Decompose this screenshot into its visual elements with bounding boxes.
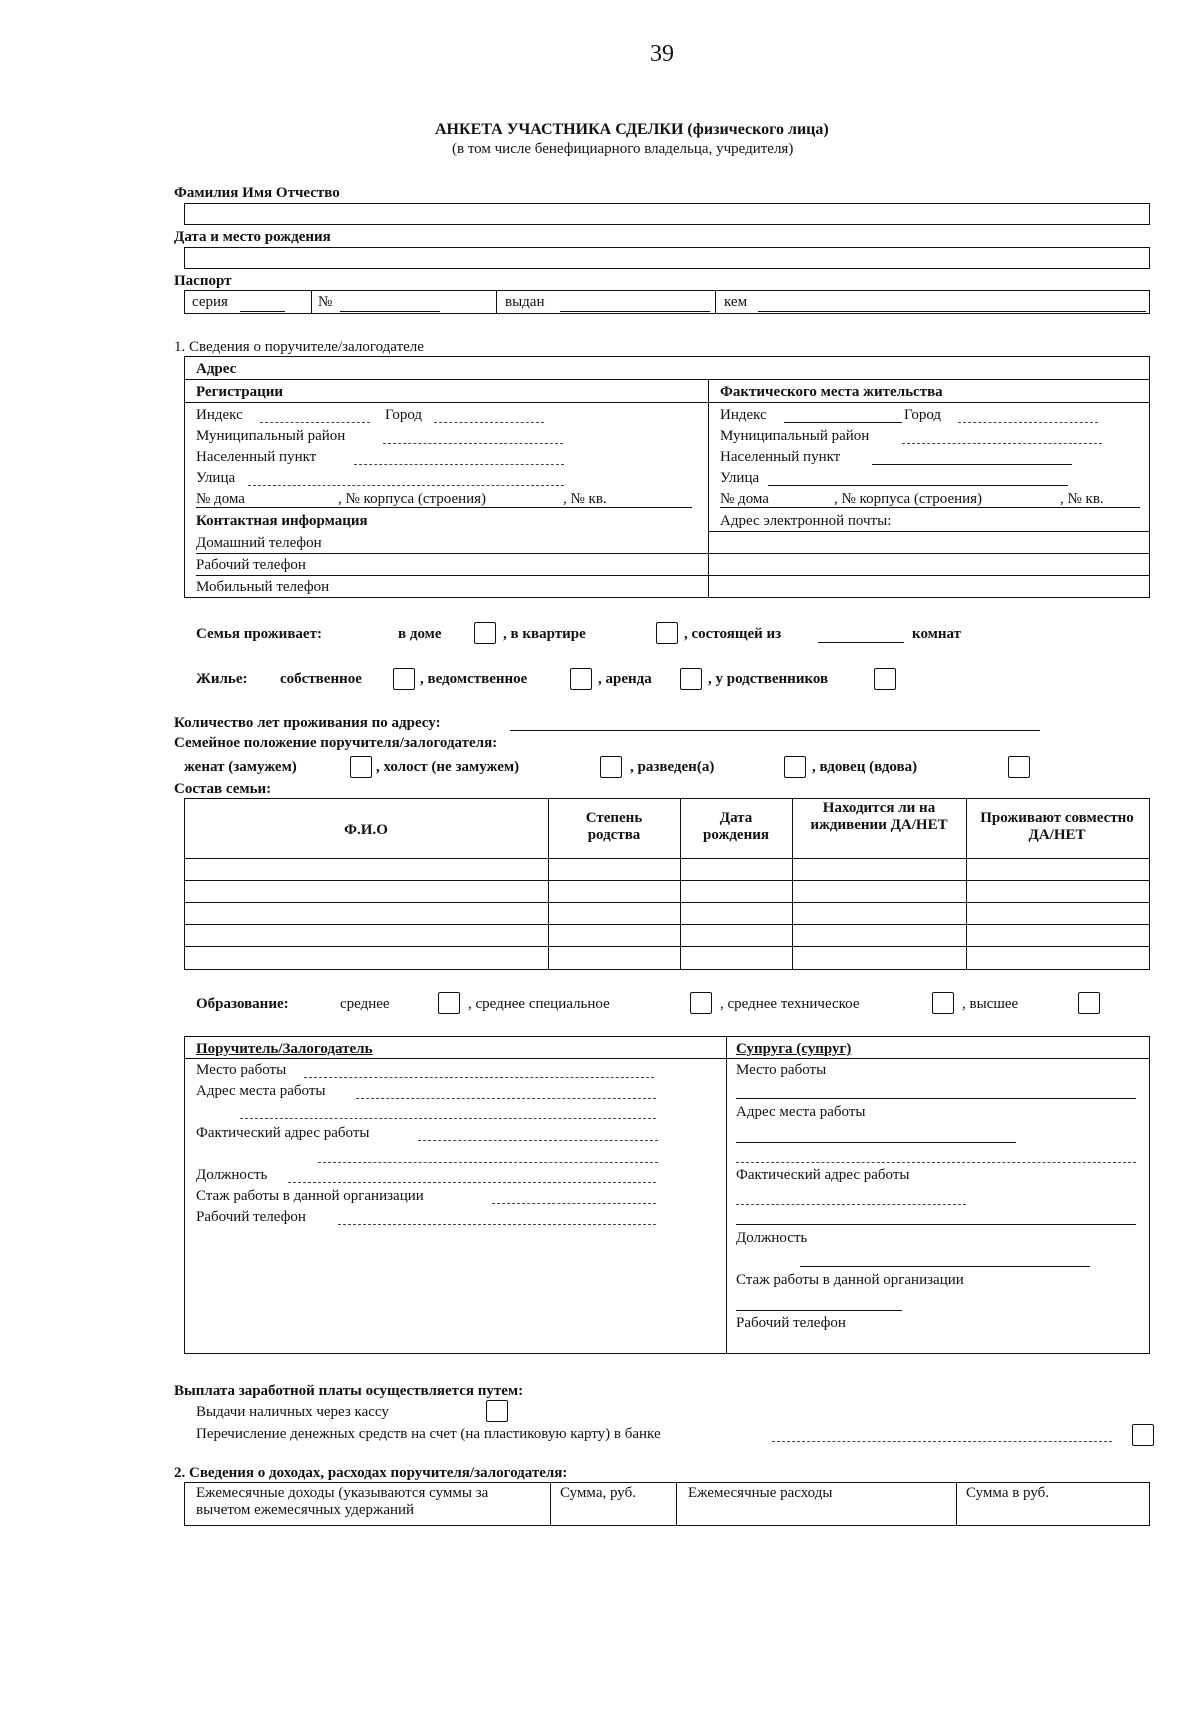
act-settlement-field[interactable]	[872, 464, 1072, 465]
table-column-divider	[680, 798, 681, 970]
home-phone-label: Домашний телефон	[196, 535, 322, 551]
spouse-workplace-label: Место работы	[736, 1062, 827, 1078]
actual-heading: Фактического места жительства	[720, 384, 943, 400]
home-phone-field[interactable]	[196, 553, 1150, 554]
reg-index-label: Индекс	[196, 407, 243, 423]
widowed-label: , вдовец (вдова)	[812, 759, 918, 775]
salary-cash-label: Выдачи наличных через кассу	[196, 1404, 389, 1420]
in-house-checkbox[interactable]	[474, 622, 496, 644]
reg-building-label: , № корпуса (строения)	[338, 491, 487, 507]
act-district-field[interactable]	[902, 443, 1102, 444]
guarantor-work-address-field[interactable]	[356, 1098, 656, 1099]
form-title: АНКЕТА УЧАСТНИКА СДЕЛКИ (физического лица)	[435, 121, 829, 138]
email-label: Адрес электронной почты:	[720, 513, 892, 529]
page-number: 39	[650, 41, 674, 67]
salary-heading: Выплата заработной платы осуществляется путем:	[174, 1383, 524, 1399]
table-column-divider	[708, 379, 709, 598]
address-label: Адрес	[196, 361, 237, 377]
table-row[interactable]	[184, 946, 1150, 947]
spouse-work-address-field[interactable]	[736, 1142, 1016, 1143]
spouse-tenure-field[interactable]	[736, 1310, 902, 1311]
issued-field[interactable]	[560, 311, 710, 312]
housing-label: Жилье:	[196, 671, 248, 687]
guarantor-work-address-field[interactable]	[240, 1118, 656, 1119]
form-subtitle: (в том числе бенефициарного владельца, учредителя)	[452, 141, 794, 157]
guarantor-tenure-label: Стаж работы в данной организации	[196, 1188, 424, 1204]
spouse-actual-address-field[interactable]	[736, 1204, 966, 1205]
reg-city-label: Город	[385, 407, 423, 423]
reg-apt-label: , № кв.	[563, 491, 607, 507]
single-checkbox[interactable]	[600, 756, 622, 778]
act-district-label: Муниципальный район	[720, 428, 870, 444]
married-checkbox[interactable]	[350, 756, 372, 778]
act-index-label: Индекс	[720, 407, 767, 423]
series-field[interactable]	[240, 311, 285, 312]
income-col-sum: Сумма, руб.	[560, 1485, 636, 1501]
in-apartment-label: , в квартире	[503, 626, 586, 642]
family-lives-label: Семья проживает:	[196, 626, 322, 642]
reg-street-label: Улица	[196, 470, 236, 486]
guarantor-actual-address-field[interactable]	[318, 1162, 658, 1163]
own-checkbox[interactable]	[393, 668, 415, 690]
act-street-field[interactable]	[768, 485, 1068, 486]
act-apt-label: , № кв.	[1060, 491, 1104, 507]
act-city-label: Город	[904, 407, 942, 423]
table-column-divider	[792, 798, 793, 970]
act-house-label: № дома	[720, 491, 769, 507]
act-settlement-label: Населенный пункт	[720, 449, 841, 465]
divorced-checkbox[interactable]	[784, 756, 806, 778]
by-whom-label: кем	[724, 294, 748, 310]
issued-label: выдан	[505, 294, 545, 310]
reg-city-field[interactable]	[434, 422, 544, 423]
spouse-work-address-label: Адрес места работы	[736, 1104, 866, 1120]
table-row[interactable]	[184, 880, 1150, 881]
spouse-position-label: Должность	[736, 1230, 808, 1246]
table-row[interactable]	[184, 858, 1150, 859]
reg-district-field[interactable]	[383, 443, 563, 444]
section1-heading: 1. Сведения о поручителе/залогодателе	[174, 339, 424, 355]
table-column-divider	[550, 1482, 551, 1526]
registration-heading: Регистрации	[196, 384, 284, 400]
family-col-fio: Ф.И.О	[344, 822, 388, 838]
guarantor-work-address-label: Адрес места работы	[196, 1083, 326, 1099]
table-row[interactable]	[184, 902, 1150, 903]
table-column-divider	[966, 798, 967, 970]
guarantor-workplace-field[interactable]	[304, 1077, 654, 1078]
salary-bank-field[interactable]	[772, 1441, 1112, 1442]
section2-heading: 2. Сведения о доходах, расходах поручителя/залогодателя:	[174, 1465, 568, 1481]
passport-divider	[496, 290, 497, 314]
rooms-label: комнат	[912, 626, 961, 642]
mobile-phone-label: Мобильный телефон	[196, 579, 330, 595]
married-label: женат (замужем)	[184, 759, 297, 775]
rooms-count-field[interactable]	[818, 642, 904, 643]
act-street-label: Улица	[720, 470, 760, 486]
series-label: серия	[192, 294, 228, 310]
spouse-position-field[interactable]	[800, 1266, 1090, 1267]
education-label: Образование:	[196, 996, 289, 1012]
family-col-cohabit: Проживают совместно ДА/НЕТ	[980, 810, 1134, 844]
table-rule	[184, 379, 1150, 380]
spouse-actual-address-label: Фактический адрес работы	[736, 1167, 910, 1183]
salary-transfer-label: Перечисление денежных средств на счет (на пластиковую карту) в банке	[196, 1426, 661, 1442]
reg-index-field[interactable]	[260, 422, 370, 423]
guarantor-position-field[interactable]	[288, 1182, 656, 1183]
table-column-divider	[676, 1482, 677, 1526]
reg-settlement-field[interactable]	[354, 464, 564, 465]
higher-checkbox[interactable]	[1078, 992, 1100, 1014]
family-table-label: Состав семьи:	[174, 781, 272, 797]
number-field[interactable]	[340, 311, 440, 312]
reg-settlement-label: Населенный пункт	[196, 449, 317, 465]
work-phone-label: Рабочий телефон	[196, 557, 306, 573]
years-field[interactable]	[510, 730, 1040, 731]
relatives-checkbox[interactable]	[874, 668, 896, 690]
by-whom-field[interactable]	[758, 311, 1146, 312]
act-building-label: , № корпуса (строения)	[834, 491, 983, 507]
special-checkbox[interactable]	[690, 992, 712, 1014]
birth-label: Дата и место рождения	[174, 229, 331, 245]
table-column-divider	[956, 1482, 957, 1526]
technical-checkbox[interactable]	[932, 992, 954, 1014]
birth-field[interactable]	[184, 247, 1150, 269]
rent-label: , аренда	[598, 671, 652, 687]
reg-house-label: № дома	[196, 491, 245, 507]
consisting-label: , состоящей из	[684, 626, 782, 642]
spouse-heading: Супруга (супруг)	[736, 1041, 852, 1057]
guarantor-heading: Поручитель/Залогодатель	[196, 1041, 373, 1057]
spouse-tenure-label: Стаж работы в данной организации	[736, 1272, 964, 1288]
own-label: собственное	[280, 671, 362, 687]
departmental-label: , ведомственное	[420, 671, 528, 687]
guarantor-workplace-label: Место работы	[196, 1062, 287, 1078]
expense-col-monthly: Ежемесячные расходы	[688, 1485, 833, 1501]
number-label: №	[318, 294, 333, 310]
guarantor-work-phone-field[interactable]	[338, 1224, 656, 1225]
family-col-birthdate: Дата рождения	[703, 810, 769, 844]
table-column-divider	[726, 1036, 727, 1354]
reg-street-field[interactable]	[248, 485, 564, 486]
act-house-field[interactable]	[720, 507, 1140, 508]
divorced-label: , разведен(а)	[630, 759, 715, 775]
table-row[interactable]	[184, 924, 1150, 925]
technical-label: , среднее техническое	[720, 996, 860, 1012]
guarantor-work-phone-label: Рабочий телефон	[196, 1209, 306, 1225]
secondary-checkbox[interactable]	[438, 992, 460, 1014]
fio-field[interactable]	[184, 203, 1150, 225]
table-rule	[184, 402, 1150, 403]
passport-label: Паспорт	[174, 273, 232, 289]
departmental-checkbox[interactable]	[570, 668, 592, 690]
rent-checkbox[interactable]	[680, 668, 702, 690]
marital-label: Семейное положение поручителя/залогодателя:	[174, 735, 498, 751]
spouse-work-address-field[interactable]	[736, 1162, 1136, 1163]
higher-label: , высшее	[962, 996, 1019, 1012]
contact-heading: Контактная информация	[196, 513, 368, 529]
guarantor-tenure-field[interactable]	[492, 1203, 656, 1204]
passport-divider	[715, 290, 716, 314]
single-label: , холост (не замужем)	[376, 759, 520, 775]
table-rule	[184, 1058, 1150, 1059]
family-col-dependent: Находится ли на иждивении ДА/НЕТ	[810, 800, 948, 834]
reg-district-label: Муниципальный район	[196, 428, 346, 444]
secondary-label: среднее	[340, 996, 390, 1012]
widowed-checkbox[interactable]	[1008, 756, 1030, 778]
salary-cash-checkbox[interactable]	[486, 1400, 508, 1422]
passport-divider	[311, 290, 312, 314]
work-phone-field[interactable]	[196, 575, 1150, 576]
table-column-divider	[548, 798, 549, 970]
relatives-label: , у родственников	[708, 671, 829, 687]
family-col-relation: Степень родства	[585, 810, 643, 844]
email-field[interactable]	[708, 531, 1150, 532]
salary-transfer-checkbox[interactable]	[1132, 1424, 1154, 1446]
address-table	[184, 356, 1150, 598]
in-house-label: в доме	[398, 626, 442, 642]
in-apartment-checkbox[interactable]	[656, 622, 678, 644]
act-city-field[interactable]	[958, 422, 1098, 423]
fio-label: Фамилия Имя Отчество	[174, 185, 340, 201]
act-index-field[interactable]	[784, 422, 902, 423]
spouse-actual-address-field[interactable]	[736, 1224, 1136, 1225]
spouse-work-phone-label: Рабочий телефон	[736, 1315, 846, 1331]
reg-house-field[interactable]	[196, 507, 692, 508]
guarantor-actual-address-label: Фактический адрес работы	[196, 1125, 370, 1141]
expense-col-sum: Сумма в руб.	[966, 1485, 1050, 1501]
spouse-workplace-field[interactable]	[736, 1098, 1136, 1099]
special-label: , среднее специальное	[468, 996, 610, 1012]
income-col-monthly: Ежемесячные доходы (указываются суммы за вычетом ежемесячных удержаний	[196, 1485, 489, 1519]
guarantor-position-label: Должность	[196, 1167, 268, 1183]
years-label: Количество лет проживания по адресу:	[174, 715, 441, 731]
guarantor-actual-address-field[interactable]	[418, 1140, 658, 1141]
